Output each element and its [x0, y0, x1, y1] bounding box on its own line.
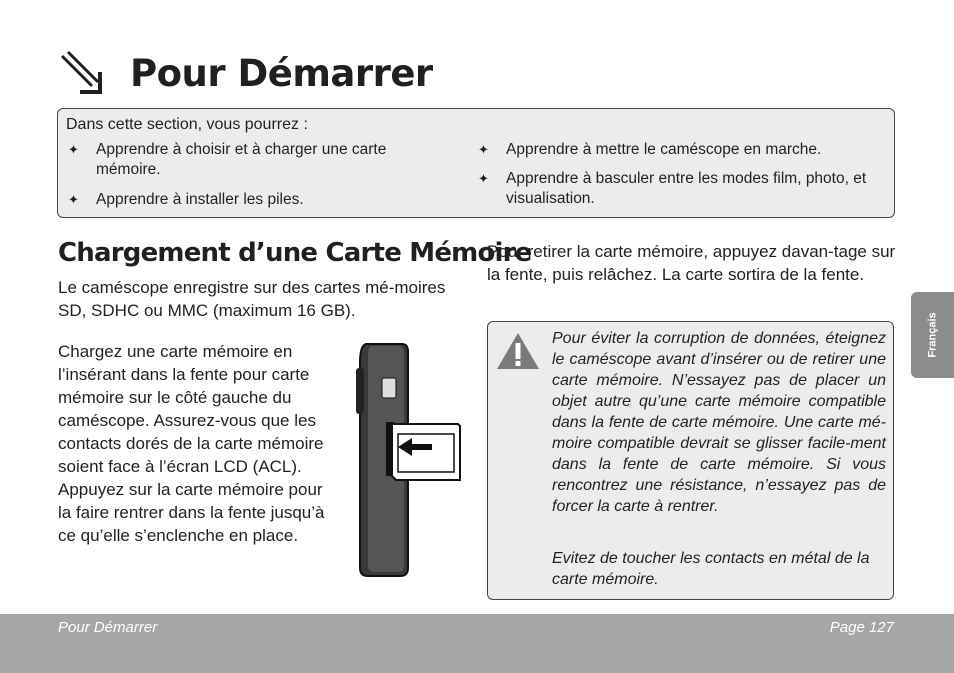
four-point-star-icon: ✦ — [478, 142, 489, 157]
section-summary-box — [57, 108, 895, 218]
summary-intro: Dans cette section, vous pourrez : — [66, 116, 308, 133]
body-paragraph: Le caméscope enregistre sur des cartes mé-moires SD, SDHC ou MMC (maximum 16 GB). — [58, 278, 446, 320]
page-number: Page 127 — [829, 619, 894, 636]
warning-box — [487, 321, 894, 600]
section-heading: Chargement d’une Carte Mémoire — [58, 238, 532, 268]
four-point-star-icon: ✦ — [68, 192, 79, 207]
body-paragraph: Pour retirer la carte mémoire, appuyez davan-tage sur la fente, puis relâchez. La carte sortira de la fente. — [487, 242, 896, 284]
warning-triangle-icon — [496, 332, 540, 370]
warning-text: Pour éviter la corruption de données, éteignez le caméscope avant d’insérer ou de retirer une carte mémoire. N’essayez pas de placer un objet autre qu’une carte mémoire compatible dans la fente de carte mémoire. Une carte mé-moire compatible devrait se glisser facile-ment dans la fente de carte mémoire. Si vous rencontrez une résistance, n’essayez pas de forcer la carte à rentrer. — [552, 330, 886, 515]
diagonal-arrow-icon — [58, 48, 106, 96]
body-paragraph: Chargez une carte mémoire en l’insérant dans la fente pour carte mémoire sur le côté gauche du caméscope. Assurez-vous que les contacts dorés de la carte mémoire soient face à l’écran LCD (ACL). Appuyez sur la carte mémoire pour la faire rentrer dans la fente jusqu’à ce qu’elle s’enclenche en place. — [58, 342, 325, 545]
summary-bullet: ✦ Apprendre à installer les piles. — [68, 191, 304, 208]
page-footer — [0, 614, 954, 673]
four-point-star-icon: ✦ — [68, 142, 79, 157]
four-point-star-icon: ✦ — [478, 171, 489, 186]
camcorder-card-insertion-illustration — [352, 342, 464, 578]
summary-bullet: ✦ Apprendre à basculer entre les modes film, photo, et visualisation. — [478, 170, 867, 207]
page-title: Pour Démarrer — [130, 52, 433, 95]
language-side-tab — [911, 292, 954, 378]
summary-bullet: ✦ Apprendre à choisir et à charger une carte mémoire. — [68, 141, 387, 178]
warning-text: Evitez de toucher les contacts en métal de la carte mémoire. — [552, 550, 870, 588]
footer-section-title: Pour Démarrer — [58, 619, 158, 636]
summary-bullet: ✦ Apprendre à mettre le caméscope en marche. — [478, 141, 822, 158]
side-tab-label: Français — [926, 312, 939, 358]
